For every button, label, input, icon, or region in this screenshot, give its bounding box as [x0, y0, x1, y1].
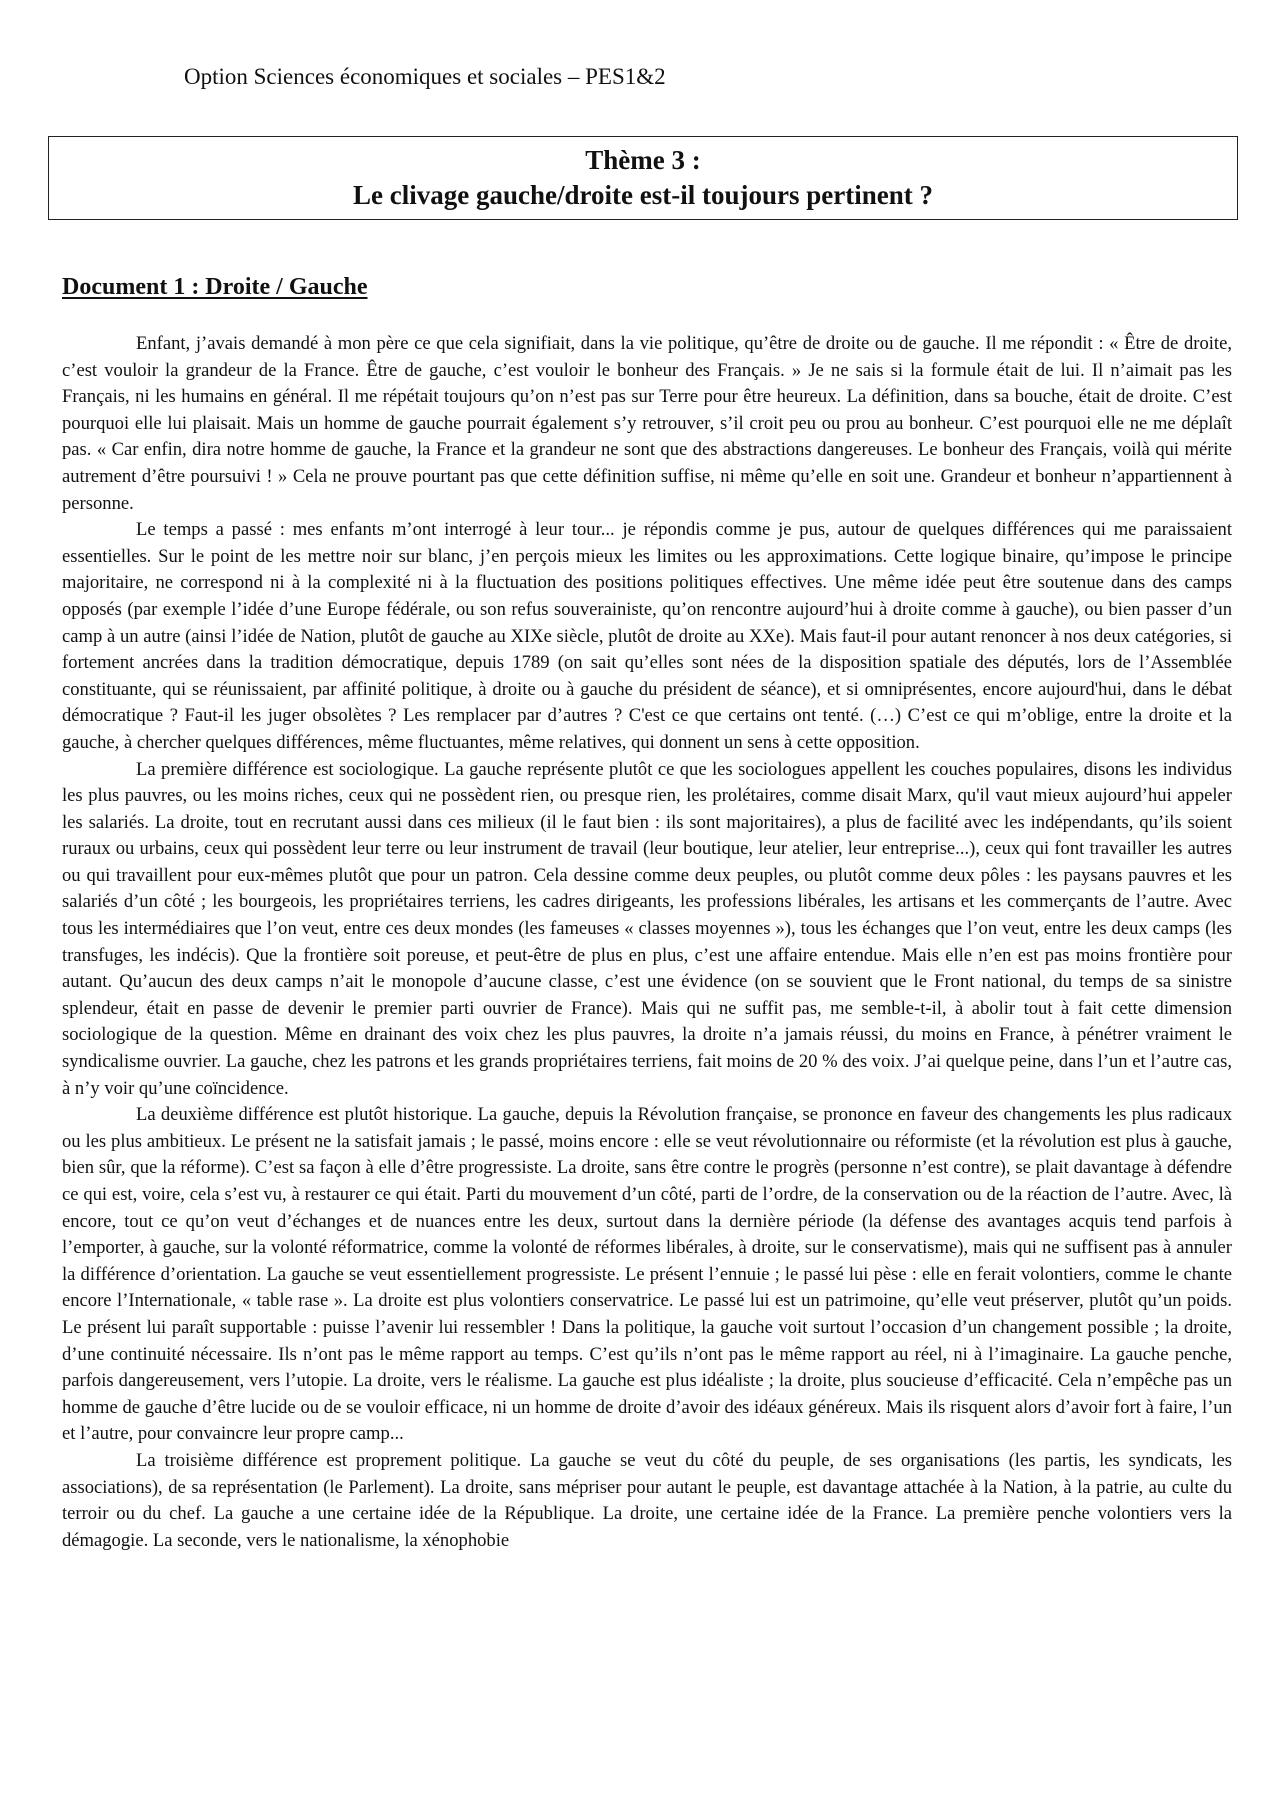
document-heading: Document 1 : Droite / Gauche [62, 274, 368, 300]
theme-question: Le clivage gauche/droite est-il toujours pertinent ? [353, 180, 933, 210]
paragraph: Le temps a passé : mes enfants m’ont interrogé à leur tour... je répondis comme je pus, autour de quelques différences qui me paraissaient essentielles. Sur le point de les mettre noir sur blanc, j’en perçois mieux les limites ou les approximations. Cette logique binaire, qu’impose le principe majoritaire, ne correspond ni à la complexité ni à la fluctuation des positions politiques effectives. Une même idée peut être soutenue dans des camps opposés (par exemple l’idée d’une Europe fédérale, ou son refus souverainiste, qu’on rencontre aujourd’hui à droite comme à gauche), ou bien passer d’un camp à un autre (ainsi l’idée de Nation, plutôt de gauche au XIXe siècle, plutôt de droite au XXe). Mais faut-il pour autant renoncer à nos deux catégories, si fortement ancrées dans la tradition démocratique, depuis 1789 (on sait qu’elles sont nées de la disposition spatiale des députés, lors de l’Assemblée constituante, qui se réunissaient, par affinité politique, à droite ou à gauche du président de séance), et si omniprésentes, encore aujourd'hui, dans le débat démocratique ? Faut-il les juger obsolètes ? Les remplacer par d’autres ? C'est ce que certains ont tenté. (…) C’est ce qui m’oblige, entre la droite et la gauche, à chercher quelques différences, même fluctuantes, même relatives, qui donnent un sens à cette opposition. [62, 519, 1232, 753]
course-header: Option Sciences économiques et sociales – PES1&2 [184, 64, 666, 89]
paragraph: La première différence est sociologique. La gauche représente plutôt ce que les sociologues appellent les couches populaires, disons les individus les plus pauvres, ou les moins riches, ceux qui ne possèdent rien, ou presque rien, les prolétaires, comme disait Marx, qu'il vaut mieux aujourd’hui appeler les salariés. La droite, tout en recrutant aussi dans ces milieux (il le faut bien : ils sont majoritaires), a plus de facilité avec les indépendants, qu’ils soient ruraux ou urbains, ceux qui possèdent leur terre ou leur instrument de travail (leur boutique, leur atelier, leur entreprise...), ceux qui font travailler les autres ou qui travaillent pour eux-mêmes plutôt que pour un patron. Cela dessine comme deux peuples, ou plutôt comme deux pôles : les paysans pauvres et les salariés d’un côté ; les bourgeois, les propriétaires terriens, les cadres dirigeants, les professions libérales, les artisans et les commerçants de l’autre. Avec tous les intermédiaires que l’on veut, entre ces deux mondes (les fameuses « classes moyennes »), tous les échanges que l’on veut, entre les deux camps (les transfuges, les indécis). Que la frontière soit poreuse, et peut-être de plus en plus, c’est une affaire entendue. Mais elle n’en est pas moins frontière pour autant. Qu’aucun des deux camps n’ait le monopole d’aucune classe, c’est une évidence (on se souvient que le Front national, du temps de sa sinistre splendeur, était en passe de devenir le premier parti ouvrier de France). Mais qui ne suffit pas, me semble-t-il, à abolir tout à fait cette dimension sociologique de la question. Même en drainant des voix chez les plus pauvres, la droite n’a jamais réussi, du moins en France, à pénétrer vraiment le syndicalisme ouvrier. La gauche, chez les patrons et les grands propriétaires terriens, fait moins de 20 % des voix. J’ai quelque peine, dans l’un et l’autre cas, à n’y voir qu’une coïncidence. [62, 758, 1232, 1099]
document-body [62, 331, 1232, 1801]
paragraph: Enfant, j’avais demandé à mon père ce que cela signifiait, dans la vie politique, qu’être de droite ou de gauche. Il me répondit : « Être de droite, c’est vouloir la grandeur de la France. Être de gauche, c’est vouloir le bonheur des Français. » Je ne sais si la formule était de lui. Il n’aimait pas les Français, ni les humains en général. Il me répétait toujours qu’on n’est pas sur Terre pour être heureux. La définition, dans sa bouche, était de droite. C’est pourquoi elle lui plaisait. Mais un homme de gauche pourrait également s’y retrouver, s’il croit peu ou prou au bonheur. C’est pourquoi elle ne me déplaît pas. « Car enfin, dira notre homme de gauche, la France et la grandeur ne sont que des abstractions dangereuses. Le bonheur des Français, voilà qui mérite autrement d’être poursuivi ! » Cela ne prouve pourtant pas que cette définition suffise, ni même qu’elle en soit une. Grandeur et bonheur n’appartiennent à personne. [62, 333, 1232, 514]
theme-title-box [48, 136, 1238, 220]
paragraph: La deuxième différence est plutôt historique. La gauche, depuis la Révolution française, se prononce en faveur des changements les plus radicaux ou les plus ambitieux. Le présent ne la satisfait jamais ; le passé, moins encore : elle se veut révolutionnaire ou réformiste (et la révolution est plus à gauche, bien sûr, que la réforme). C’est sa façon à elle d’être progressiste. La droite, sans être contre le progrès (personne n’est contre), se plait davantage à défendre ce qui est, voire, cela s’est vu, à restaurer ce qui était. Parti du mouvement d’un côté, parti de l’ordre, de la conservation ou de la réaction de l’autre. Avec, là encore, tout ce qu’on veut d’échanges et de nuances entre les deux, surtout dans la dernière période (la défense des avantages acquis tend parfois à l’emporter, à gauche, sur la volonté réformatrice, comme la volonté de réformes libérales, à droite, sur le conservatisme), mais qui ne suffisent pas à annuler la différence d’orientation. La gauche se veut essentiellement progressiste. Le présent l’ennuie ; le passé lui pèse : elle en ferait volontiers, comme le chante encore l’Internationale, « table rase ». La droite est plus volontiers conservatrice. Le passé lui est un patrimoine, qu’elle veut préserver, plutôt qu’un poids. Le présent lui paraît supportable : puisse l’avenir lui ressembler ! Dans la politique, la gauche voit surtout l’occasion d’un changement possible ; la droite, d’une continuité nécessaire. Ils n’ont pas le même rapport au temps. C’est qu’ils n’ont pas le même rapport au réel, ni à l’imaginaire. La gauche penche, parfois dangereusement, vers l’utopie. La droite, vers le réalisme. La gauche est plus idéaliste ; la droite, plus soucieuse d’efficacité. Cela n’empêche pas un homme de gauche d’être lucide ou de se vouloir efficace, ni un homme de droite d’avoir des idéaux généreux. Mais ils risquent alors d’avoir fort à faire, l’un et l’autre, pour convaincre leur propre camp... [62, 1104, 1232, 1445]
paragraph: La troisième différence est proprement politique. La gauche se veut du côté du peuple, de ses organisations (les partis, les syndicats, les associations), de sa représentation (le Parlement). La droite, sans mépriser pour autant le peuple, est davantage attachée à la Nation, à la patrie, au culte du terroir ou du chef. La gauche a une certaine idée de la République. La droite, une certaine idée de la France. La première penche volontiers vers la démagogie. La seconde, vers le nationalisme, la xénophobie [62, 1449, 1232, 1551]
theme-number: Thème 3 : [585, 145, 701, 175]
